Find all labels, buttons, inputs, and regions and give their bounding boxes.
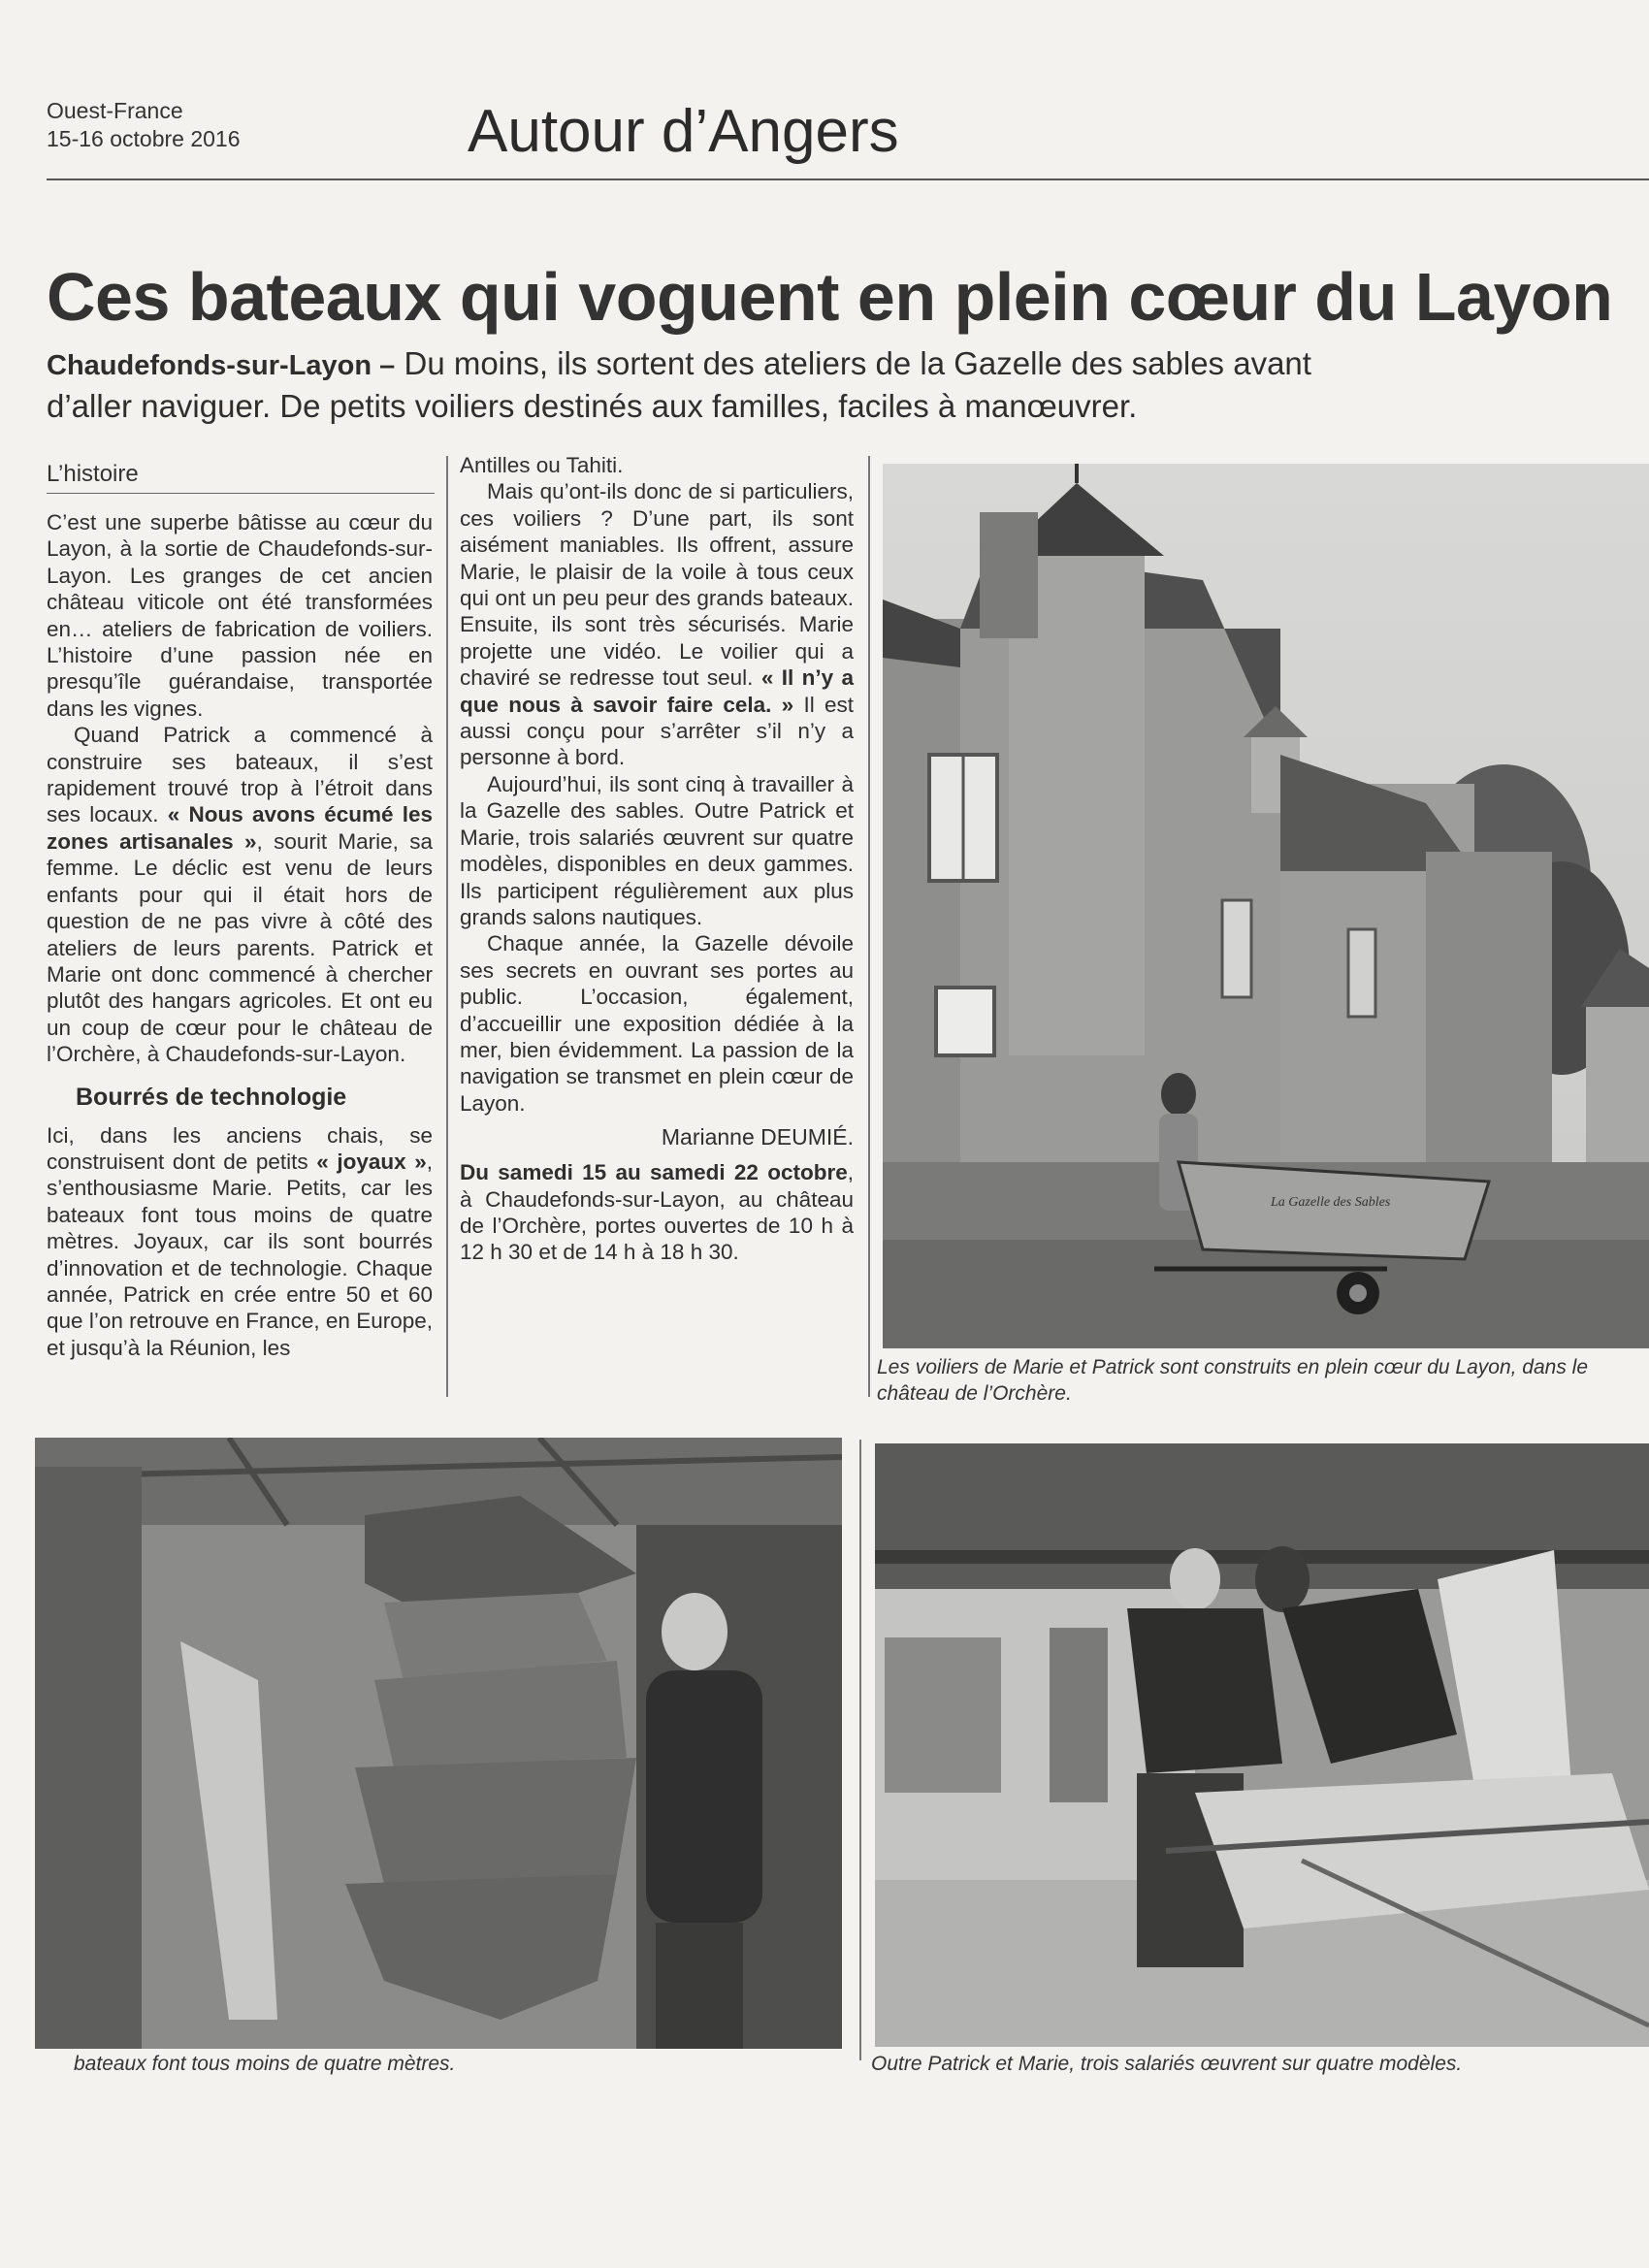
publication-info (47, 97, 241, 153)
chapo-text: Du moins, ils sortent des ateliers de la Gazelle des sables avant d’aller naviguer. De petits voiliers destinés aux familles, faciles à manœuvrer. (47, 345, 1311, 424)
quote-savoir: « Il n’y a que nous à savoir faire cela. » (460, 665, 854, 717)
info-dates: Du samedi 15 au samedi 22 octobre (460, 1160, 848, 1185)
boat-name-text: La Gazelle des Sables (1271, 1195, 1391, 1210)
col1-paragraph-2: Quand Patrick a commencé à construire ses bateaux, il s’est rapidement trouvé trop à l’étroit dans ses locaux. « Nous avons écumé les zones artisanales », sourit Marie, sa femme. Le déclic est venu de leurs enfants pour qui il était hors de question de ne pas vivre à côté des ateliers de leurs parents. Patrick et Marie ont donc commencé à chercher plutôt des hangars agricoles. Et ont eu un coup de cœur pour le château de l’Orchère, à Chaudefonds-sur-Layon. (47, 723, 433, 1067)
col2-paragraph-1: Mais qu’ont-ils donc de si particuliers, ces voiliers ? D’une part, ils sont aisément maniables. Ils offrent, assure Marie, le plaisir de la voile à tous ceux qui ont un peu peur des grands bateaux. Ensuite, ils sont très sécurisés. Marie projette une vidéo. Le voilier qui a chaviré se redresse tout seul. « Il n’y a que nous à savoir faire cela. » Il est aussi conçu pour s’arrêter s’il n’y a personne à bord. (460, 479, 854, 770)
column-divider-1 (446, 456, 448, 1397)
column-divider-2 (868, 456, 870, 1397)
header-rule (47, 178, 1649, 180)
col1-paragraph-3: Ici, dans les anciens chais, se construisent dont de petits « joyaux », s’enthousiasme Marie. Petits, car les bateaux font tous moins de quatre mètres. Joyaux, car ils sont bourrés d’innovation et de technologie. Chaque année, Patrick en crée entre 50 et 60 que l’on retrouve en France, en Europe, et jusqu’à la Réunion, les (47, 1122, 433, 1360)
stacked-boats-caption: bateaux font tous moins de quatre mètres. (74, 2053, 456, 2075)
info-text: , à Chaudefonds-sur-Layon, au château de l’Orchère, portes ouvertes de 10 h à 12 h 30 et de 14 h à 18 h 30. (460, 1160, 854, 1265)
chateau-photo (883, 464, 1649, 1348)
col1-paragraph-1: C’est une superbe bâtisse au cœur du Layon, à la sortie de Chaudefonds-sur-Layon. Les granges de cet ancien château viticole ont été transformées en… ateliers de fabrication de voiliers. L’histoire d’une passion née en presqu’île guérandaise, transportée dans les vignes. (47, 510, 433, 721)
article-headline: Ces bateaux qui voguent en plein cœur du Layon (47, 259, 1613, 335)
col2-paragraph-0: Antilles ou Tahiti. (460, 453, 624, 477)
col2-paragraph-3: Chaque année, la Gazelle dévoile ses secrets en ouvrant ses portes au public. L’occasion, également, d’accueillir une exposition dédiée à la mer, bien évidemment. La passion de la navigation se transmet en plein cœur de Layon. (460, 931, 854, 1116)
section-title: Autour d’Angers (468, 98, 899, 165)
info-box (460, 1159, 854, 1266)
quote-zones: « Nous avons écumé les zones artisanales » (47, 802, 433, 854)
photo-divider (859, 1440, 861, 2060)
quote-joyaux: « joyaux » (316, 1149, 427, 1174)
publication-name: Ouest-France (47, 98, 183, 123)
article-chapo (47, 343, 1327, 427)
stacked-boats-photo (35, 1438, 842, 2049)
article-column-1 (47, 460, 433, 1361)
article-signature: Marianne DEUMIÉ. (661, 1124, 854, 1150)
workshop-photo (875, 1443, 1649, 2047)
col2-paragraph-2: Aujourd’hui, ils sont cinq à travailler à la Gazelle des sables. Outre Patrick et Marie, trois salariés œuvrent sur quatre modèles, disponibles en deux gammes. Ils participent régulièrement aux plus grands salons nautiques. (460, 771, 854, 929)
workshop-caption: Outre Patrick et Marie, trois salariés œuvrent sur quatre modèles. (871, 2053, 1463, 2075)
article-kicker: L’histoire (47, 460, 435, 494)
chateau-photo-caption: Les voiliers de Marie et Patrick sont construits en plein cœur du Layon, dans le château de l’Orchère. (877, 1356, 1589, 1405)
article-column-2 (460, 452, 854, 1266)
publication-date: 15-16 octobre 2016 (47, 126, 241, 151)
chapo-place: Chaudefonds-sur-Layon – (47, 350, 396, 381)
article-subhead: Bourrés de technologie (76, 1083, 347, 1111)
